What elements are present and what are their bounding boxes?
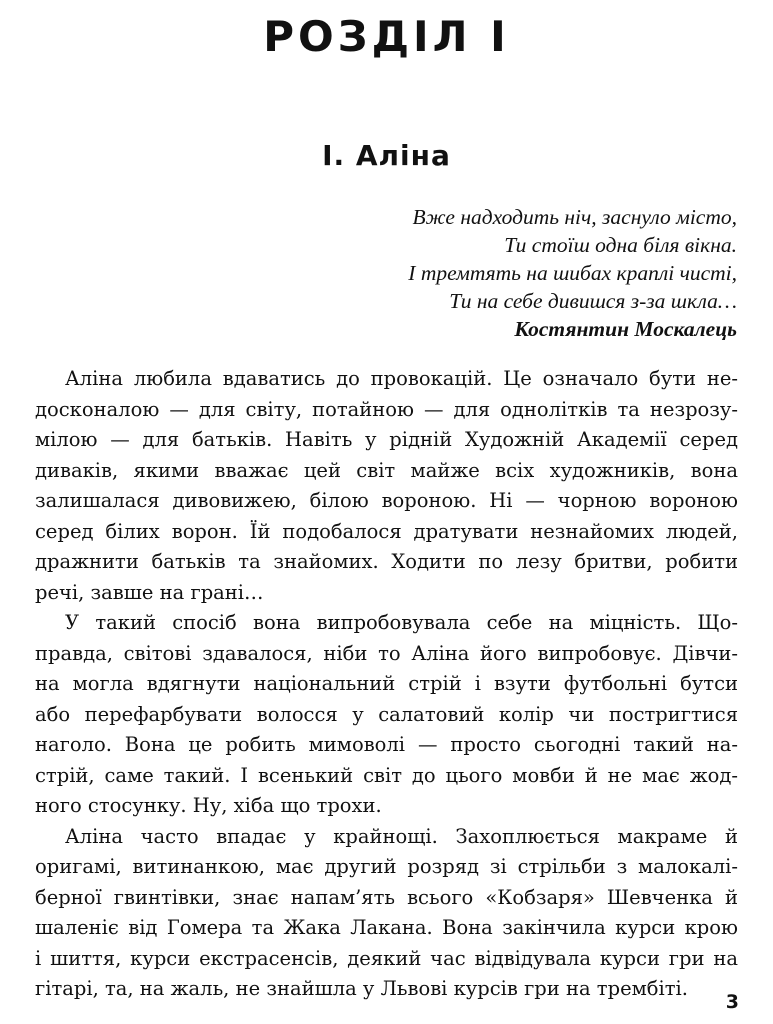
epigraph — [408, 203, 737, 343]
text-line: берної гвинтівки, знає напам’ять всього «Кобзаря» Шевченка й — [35, 885, 738, 909]
text-line: У такий спосіб вона випробовувала себе на міцність. Що- — [65, 611, 738, 634]
body-text — [35, 364, 738, 1005]
epigraph-line: І тремтять на шибах краплі чисті, — [408, 261, 737, 285]
paragraph — [35, 822, 738, 1005]
text-line: Аліна любила вдаватись до провокацій. Це означало бути не- — [65, 367, 738, 390]
text-line: Аліна часто впадає у крайнощі. Захоплюється макраме й — [65, 824, 738, 848]
text-line: або перефарбувати волосся у салатовий колір чи постригтися — [35, 702, 738, 726]
paragraph — [35, 364, 738, 608]
text-line: стрій, саме такий. І всенький світ до цього мовби й не має жод- — [35, 763, 738, 787]
text-line: диваків, якими вважає цей світ майже всіх художників, вона — [35, 458, 738, 482]
text-line: дражнити батьків та знайомих. Ходити по лезу бритви, робити — [35, 550, 738, 573]
text-line: шаленіє від Гомера та Жака Лакана. Вона закінчила курси крою — [35, 916, 738, 939]
text-line: на могла вдягнути національний стрій і взути футбольні бутси — [35, 672, 738, 695]
epigraph-line: Вже надходить ніч, заснуло місто, — [412, 205, 737, 229]
text-line: досконалою — для світу, потайною — для однолітків та незрозу- — [35, 397, 738, 421]
section-title: I. Аліна — [322, 139, 451, 172]
text-line: гітарі, та, на жаль, не знайшла у Львові курсів гри на трембіті. — [35, 977, 688, 1000]
text-line: ного стосунку. Ну, хіба що трохи. — [35, 794, 382, 817]
paragraph — [35, 608, 738, 822]
text-line: оригамі, витинанкою, має другий розряд зі стрільби з малокалі- — [35, 855, 738, 878]
text-line: і шиття, курси екстрасенсів, деякий час відвідувала курси гри на — [35, 946, 738, 970]
text-line: речі, завше на грані… — [35, 580, 264, 604]
epigraph-line: Ти стоїш одна біля вікна. — [504, 233, 737, 257]
text-line: серед білих ворон. Їй подобалося дратувати незнайомих людей, — [35, 519, 738, 543]
epigraph-author: Костянтин Москалець — [514, 317, 737, 341]
page-number: 3 — [725, 991, 739, 1013]
text-line: залишалася дивовижею, білою вороною. Ні — чорною вороною — [35, 489, 738, 512]
epigraph-line: Ти на себе дивишся з-за шкла… — [449, 289, 737, 313]
text-line: правда, світові здавалося, ніби то Аліна його випробовує. Дівчи- — [35, 641, 738, 665]
text-line: мілою — для батьків. Навіть у рідній Художній Академії серед — [35, 428, 738, 451]
chapter-title: РОЗДІЛ I — [263, 12, 510, 61]
text-line: наголо. Вона це робить мимоволі — просто сьогодні такий на- — [35, 733, 738, 756]
